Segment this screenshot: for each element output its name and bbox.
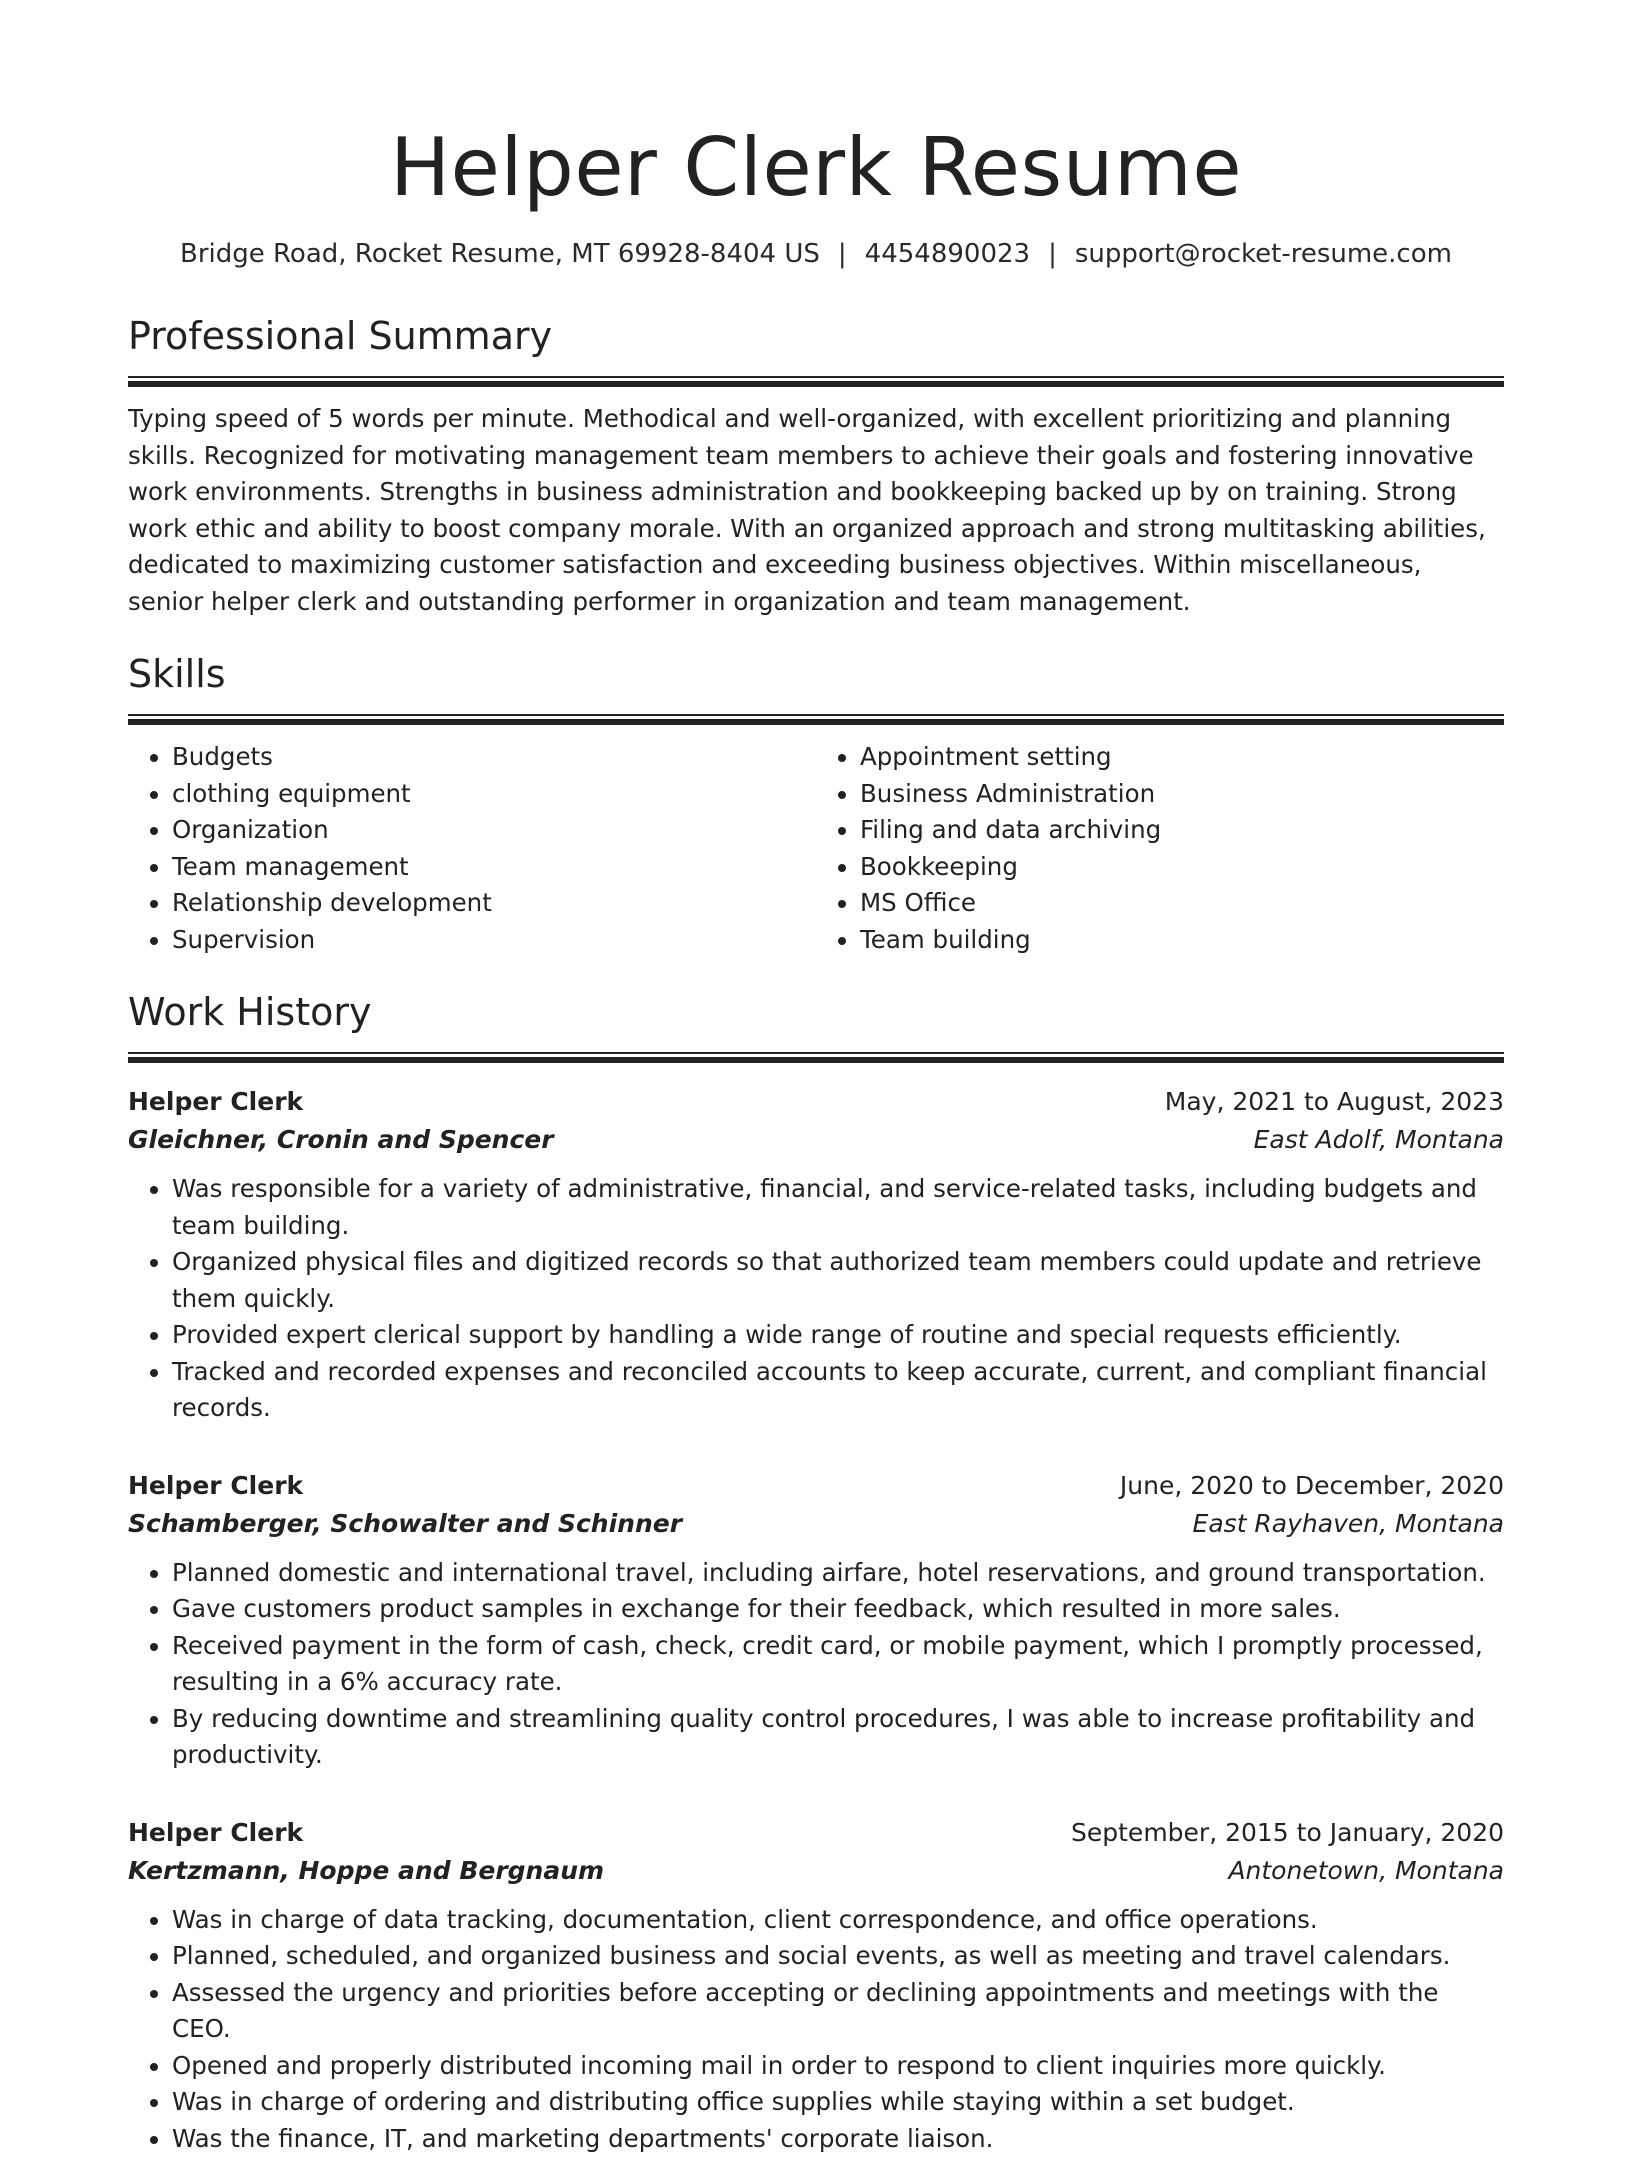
contact-address: Bridge Road, Rocket Resume, MT 69928-8404 US [180, 239, 820, 269]
contact-line [128, 236, 1504, 272]
skills-section [128, 650, 1504, 958]
job-company: Schamberger, Schowalter and Schinner [128, 1505, 682, 1543]
contact-separator: | [838, 236, 847, 272]
job-bullet: • Was responsible for a variety of administrative, financial, and service-related tasks, including budgets and team building. [172, 1171, 1504, 1244]
skill-item: • Budgets [172, 739, 816, 776]
job-location: East Rayhaven, Montana [1193, 1505, 1504, 1543]
job-bullet: • Opened and properly distributed incoming mail in order to respond to client inquiries more quickly. [172, 2048, 1504, 2085]
job-dates: May, 2021 to August, 2023 [1165, 1083, 1504, 1121]
job-location: Antonetown, Montana [1228, 1852, 1504, 1890]
section-divider [128, 714, 1504, 725]
summary-text: Typing speed of 5 words per minute. Methodical and well-organized, with excellent prioritizing and planning skills. Recognized for motivating management team members to achieve their goals and fostering innovative work environments. Strengths in business administration and bookkeeping backed up by on training. Strong work ethic and ability to boost company morale. With an organized approach and strong multitasking abilities, dedicated to maximizing customer satisfaction and exceeding business objectives. Within miscellaneous, senior helper clerk and outstanding performer in organization and team management. [128, 401, 1504, 620]
job-location: East Adolf, Montana [1254, 1121, 1504, 1159]
contact-phone: 4454890023 [865, 239, 1030, 269]
page-title: Helper Clerk Resume [128, 118, 1504, 218]
job-bullets [128, 1555, 1504, 1774]
job-entry [128, 1467, 1504, 1774]
contact-separator: | [1048, 236, 1057, 272]
job-title: Helper Clerk [128, 1083, 303, 1121]
job-dates: September, 2015 to January, 2020 [1071, 1814, 1504, 1852]
work-history-heading: Work History [128, 988, 1504, 1036]
skill-item: • Bookkeeping [860, 849, 1504, 886]
job-bullet: • Provided expert clerical support by handling a wide range of routine and special requests efficiently. [172, 1317, 1504, 1354]
summary-heading: Professional Summary [128, 312, 1504, 360]
skills-right-column [816, 739, 1504, 958]
summary-section [128, 312, 1504, 620]
job-header-row [128, 1083, 1504, 1121]
skills-left-column [128, 739, 816, 958]
job-header-row [128, 1467, 1504, 1505]
skill-item: • Team management [172, 849, 816, 886]
section-divider [128, 376, 1504, 387]
skills-columns [128, 739, 1504, 958]
skill-item: • Supervision [172, 922, 816, 959]
skill-item: • MS Office [860, 885, 1504, 922]
job-company: Kertzmann, Hoppe and Bergnaum [128, 1852, 604, 1890]
skill-item: • Business Administration [860, 776, 1504, 813]
job-bullet: • Planned, scheduled, and organized business and social events, as well as meeting and travel calendars. [172, 1938, 1504, 1975]
job-header-row [128, 1814, 1504, 1852]
job-bullets [128, 1171, 1504, 1427]
job-bullet: • Tracked and recorded expenses and reconciled accounts to keep accurate, current, and compliant financial records. [172, 1354, 1504, 1427]
job-bullet: • Assessed the urgency and priorities before accepting or declining appointments and meetings with the CEO. [172, 1975, 1504, 2048]
skills-heading: Skills [128, 650, 1504, 698]
job-title: Helper Clerk [128, 1814, 303, 1852]
skill-item: • Appointment setting [860, 739, 1504, 776]
skill-item: • Filing and data archiving [860, 812, 1504, 849]
job-company-row [128, 1505, 1504, 1543]
job-bullet: • Gave customers product samples in exchange for their feedback, which resulted in more sales. [172, 1591, 1504, 1628]
job-entry [128, 1083, 1504, 1427]
job-company: Gleichner, Cronin and Spencer [128, 1121, 554, 1159]
job-bullet: • Was the finance, IT, and marketing departments' corporate liaison. [172, 2121, 1504, 2157]
job-dates: June, 2020 to December, 2020 [1120, 1467, 1504, 1505]
contact-email: support@rocket-resume.com [1075, 239, 1452, 269]
section-divider [128, 1052, 1504, 1063]
skill-item: • clothing equipment [172, 776, 816, 813]
skill-item: • Team building [860, 922, 1504, 959]
job-company-row [128, 1121, 1504, 1159]
job-bullet: • Received payment in the form of cash, check, credit card, or mobile payment, which I promptly processed, resulting in a 6% accuracy rate. [172, 1628, 1504, 1701]
job-company-row [128, 1852, 1504, 1890]
job-bullets [128, 1902, 1504, 2157]
job-bullet: • By reducing downtime and streamlining quality control procedures, I was able to increase profitability and productivity. [172, 1701, 1504, 1774]
skill-item: • Organization [172, 812, 816, 849]
job-bullet: • Was in charge of ordering and distributing office supplies while staying within a set budget. [172, 2084, 1504, 2121]
job-entry [128, 1814, 1504, 2157]
skill-item: • Relationship development [172, 885, 816, 922]
work-history-section [128, 988, 1504, 2157]
job-bullet: • Was in charge of data tracking, documentation, client correspondence, and office operations. [172, 1902, 1504, 1939]
job-bullet: • Organized physical files and digitized records so that authorized team members could update and retrieve them quickly. [172, 1244, 1504, 1317]
job-bullet: • Planned domestic and international travel, including airfare, hotel reservations, and ground transportation. [172, 1555, 1504, 1592]
job-title: Helper Clerk [128, 1467, 303, 1505]
